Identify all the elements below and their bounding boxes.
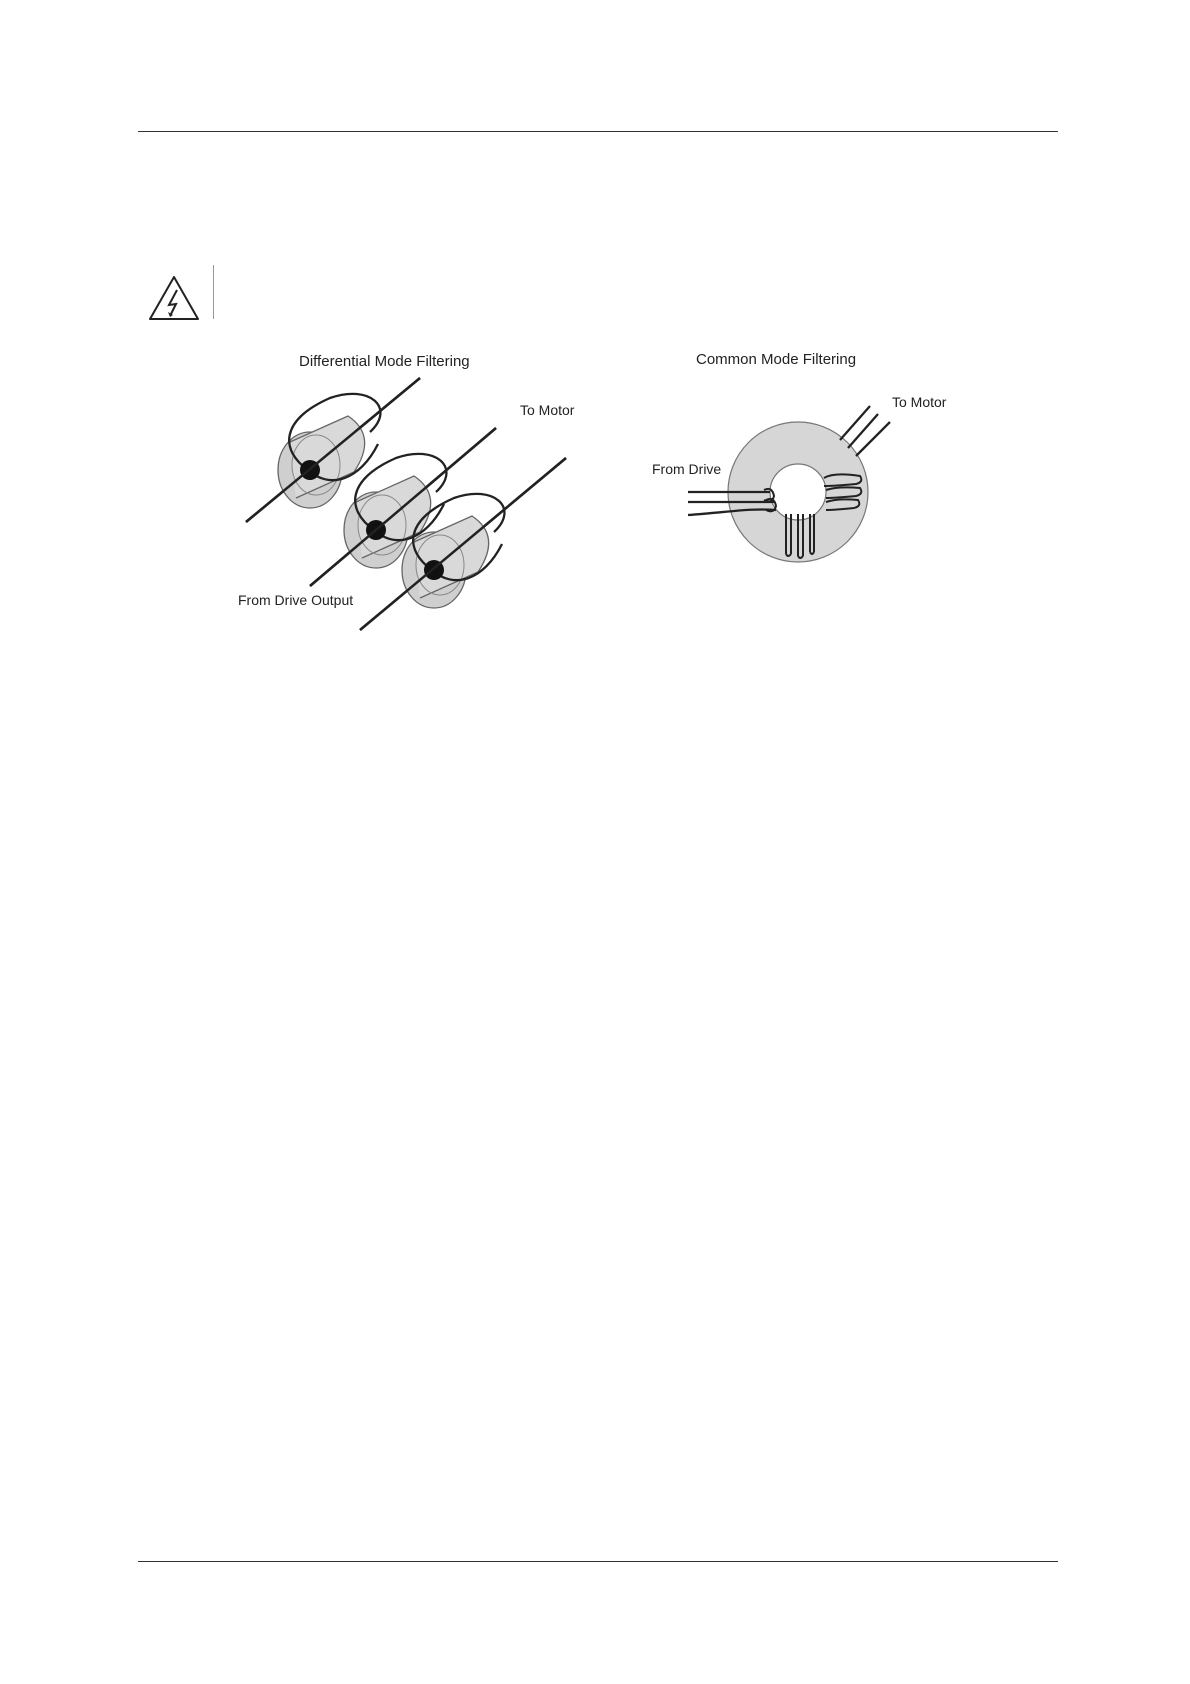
warning-divider	[213, 265, 214, 319]
header-rule	[138, 131, 1058, 132]
common-mode-diagram	[652, 351, 947, 562]
differential-title: Differential Mode Filtering	[299, 353, 470, 370]
differential-from-drive-label: From Drive Output	[238, 592, 354, 608]
common-from-drive-label: From Drive	[652, 461, 722, 477]
filtering-figure	[220, 340, 980, 640]
differential-to-motor-label: To Motor	[520, 402, 575, 418]
toroid-core	[688, 406, 890, 562]
common-to-motor-label: To Motor	[892, 394, 947, 410]
common-title: Common Mode Filtering	[696, 351, 857, 368]
footer-rule	[138, 1561, 1058, 1562]
differential-mode-diagram	[238, 353, 575, 630]
high-voltage-warning-icon	[148, 274, 200, 322]
